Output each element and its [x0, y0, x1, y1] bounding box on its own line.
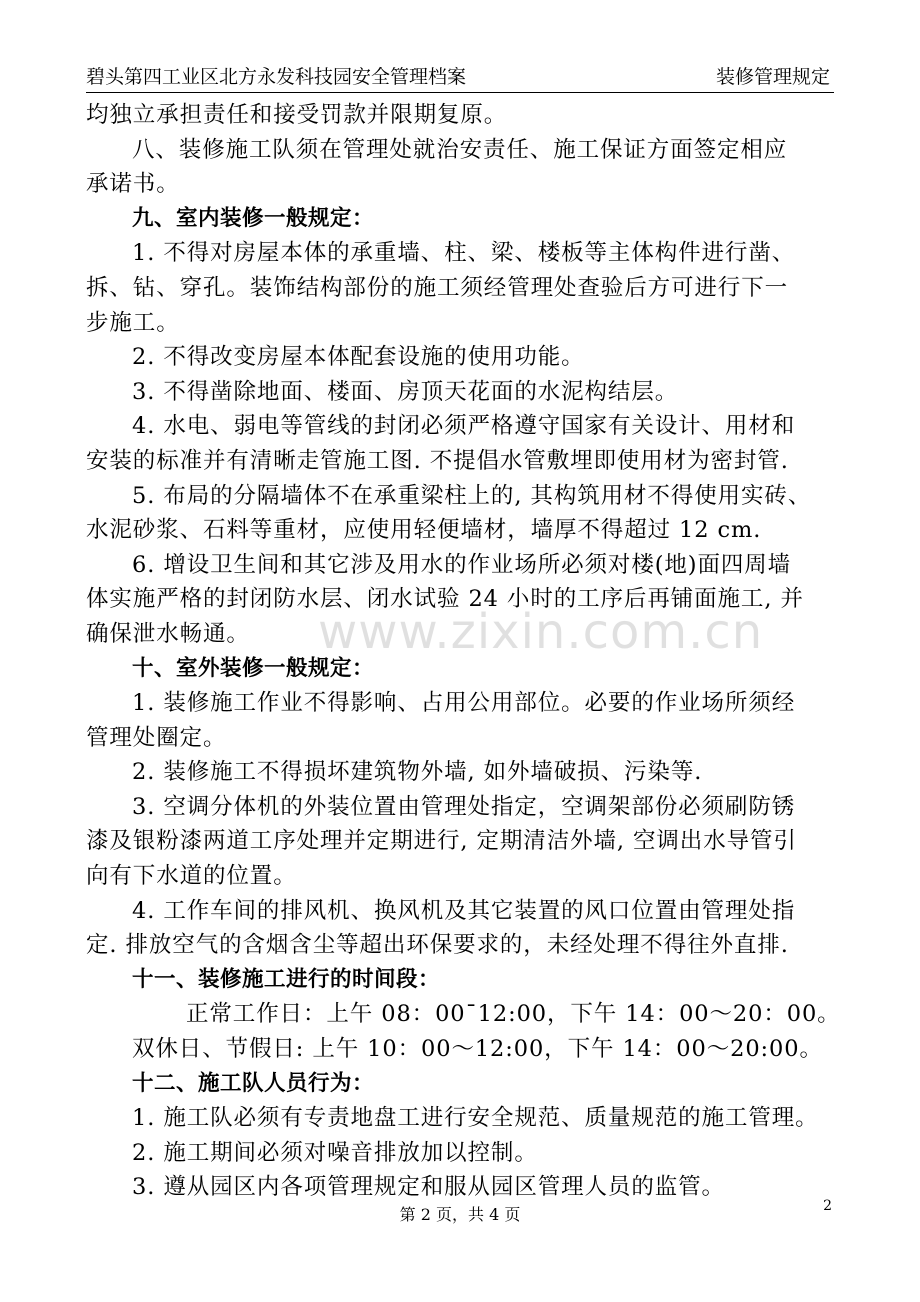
section-heading: 十一、装修施工进行的时间段： — [132, 966, 441, 992]
section-heading: 十二、施工队人员行为： — [132, 1070, 375, 1096]
running-header — [86, 62, 834, 93]
text-line: 八、装修施工队须在管理处就治安责任、施工保证方面签定相应 — [132, 136, 788, 163]
text-line: 承诺书。 — [86, 171, 180, 198]
text-line: 漆及银粉漆两道工序处理并定期进行, 定期清洁外墙, 空调出水导管引 — [86, 828, 797, 855]
text-line: 步施工。 — [86, 309, 180, 336]
text-line: 体实施严格的封闭防水层、闭水试验 24 小时的工序后再铺面施工, 并 — [86, 586, 804, 613]
text-line: 均独立承担责任和接受罚款并限期复原。 — [86, 102, 508, 128]
text-line: 水泥砂浆、石料等重材，应使用轻便墙材，墙厚不得超过 12 cm. — [86, 517, 762, 544]
page-info: 第 2 页，共 4 页 — [399, 1205, 521, 1224]
header-section: 装修管理规定 — [715, 66, 830, 88]
watermark: www.zixin.com.cn — [318, 604, 764, 660]
document-body — [86, 98, 841, 1205]
text-line: 6. 增设卫生间和其它涉及用水的作业场所必须对楼(地)面四周墙 — [132, 551, 792, 578]
text-line: 2. 装修施工不得损坏建筑物外墙, 如外墙破损、污染等. — [132, 759, 703, 786]
text-line: 3. 空调分体机的外装位置由管理处指定，空调架部份必须刷防锈 — [132, 793, 796, 820]
text-line: 3. 不得凿除地面、楼面、房顶天花面的水泥构结层。 — [132, 378, 679, 405]
page-footer — [0, 1198, 920, 1226]
text-line: 正常工作日：上午 08：00¯12:00，下午 14：00～20：00。 — [186, 1001, 841, 1028]
text-line: 5. 布局的分隔墙体不在承重梁柱上的, 其构筑用材不得使用实砖、 — [132, 482, 812, 509]
text-line: 3. 遵从园区内各项管理规定和服从园区管理人员的监管。 — [132, 1174, 725, 1201]
page-number: 2 — [823, 1198, 832, 1214]
header-title: 碧头第四工业区北方永发科技园安全管理档案 — [86, 66, 467, 88]
text-line: 定. 排放空气的含烟含尘等超出环保要求的，未经处理不得往外直排. — [86, 932, 789, 959]
text-line: 安装的标准并有清晰走管施工图. 不提倡水管敷埋即使用材为密封管. — [86, 447, 789, 474]
text-line: 管理处圈定。 — [86, 724, 227, 751]
text-line: 确保泄水畅通。 — [86, 620, 250, 647]
text-line: 4. 工作车间的排风机、换风机及其它装置的风口位置由管理处指 — [132, 897, 796, 924]
text-line: 1. 装修施工作业不得影响、占用公用部位。必要的作业场所须经 — [132, 690, 796, 717]
text-line: 1. 不得对房屋本体的承重墙、柱、梁、楼板等主体构件进行凿、 — [132, 240, 796, 267]
text-line: 向有下水道的位置。 — [86, 863, 297, 890]
text-line: 2. 不得改变房屋本体配套设施的使用功能。 — [132, 344, 585, 371]
section-heading: 九、室内装修一般规定： — [132, 205, 375, 231]
text-line: 拆、钻、穿孔。装饰结构部份的施工须经管理处查验后方可进行下一 — [86, 274, 789, 301]
text-line: 双休日、节假日: 上午 10：00～12:00，下午 14：00～20:00。 — [132, 1036, 823, 1063]
text-line: 1. 施工队必须有专责地盘工进行安全规范、质量规范的施工管理。 — [132, 1105, 819, 1132]
text-line: 4. 水电、弱电等管线的封闭必须严格遵守国家有关设计、用材和 — [132, 413, 796, 440]
section-heading: 十、室外装修一般规定： — [132, 655, 375, 681]
text-line: 2. 施工期间必须对噪音排放加以控制。 — [132, 1139, 538, 1166]
